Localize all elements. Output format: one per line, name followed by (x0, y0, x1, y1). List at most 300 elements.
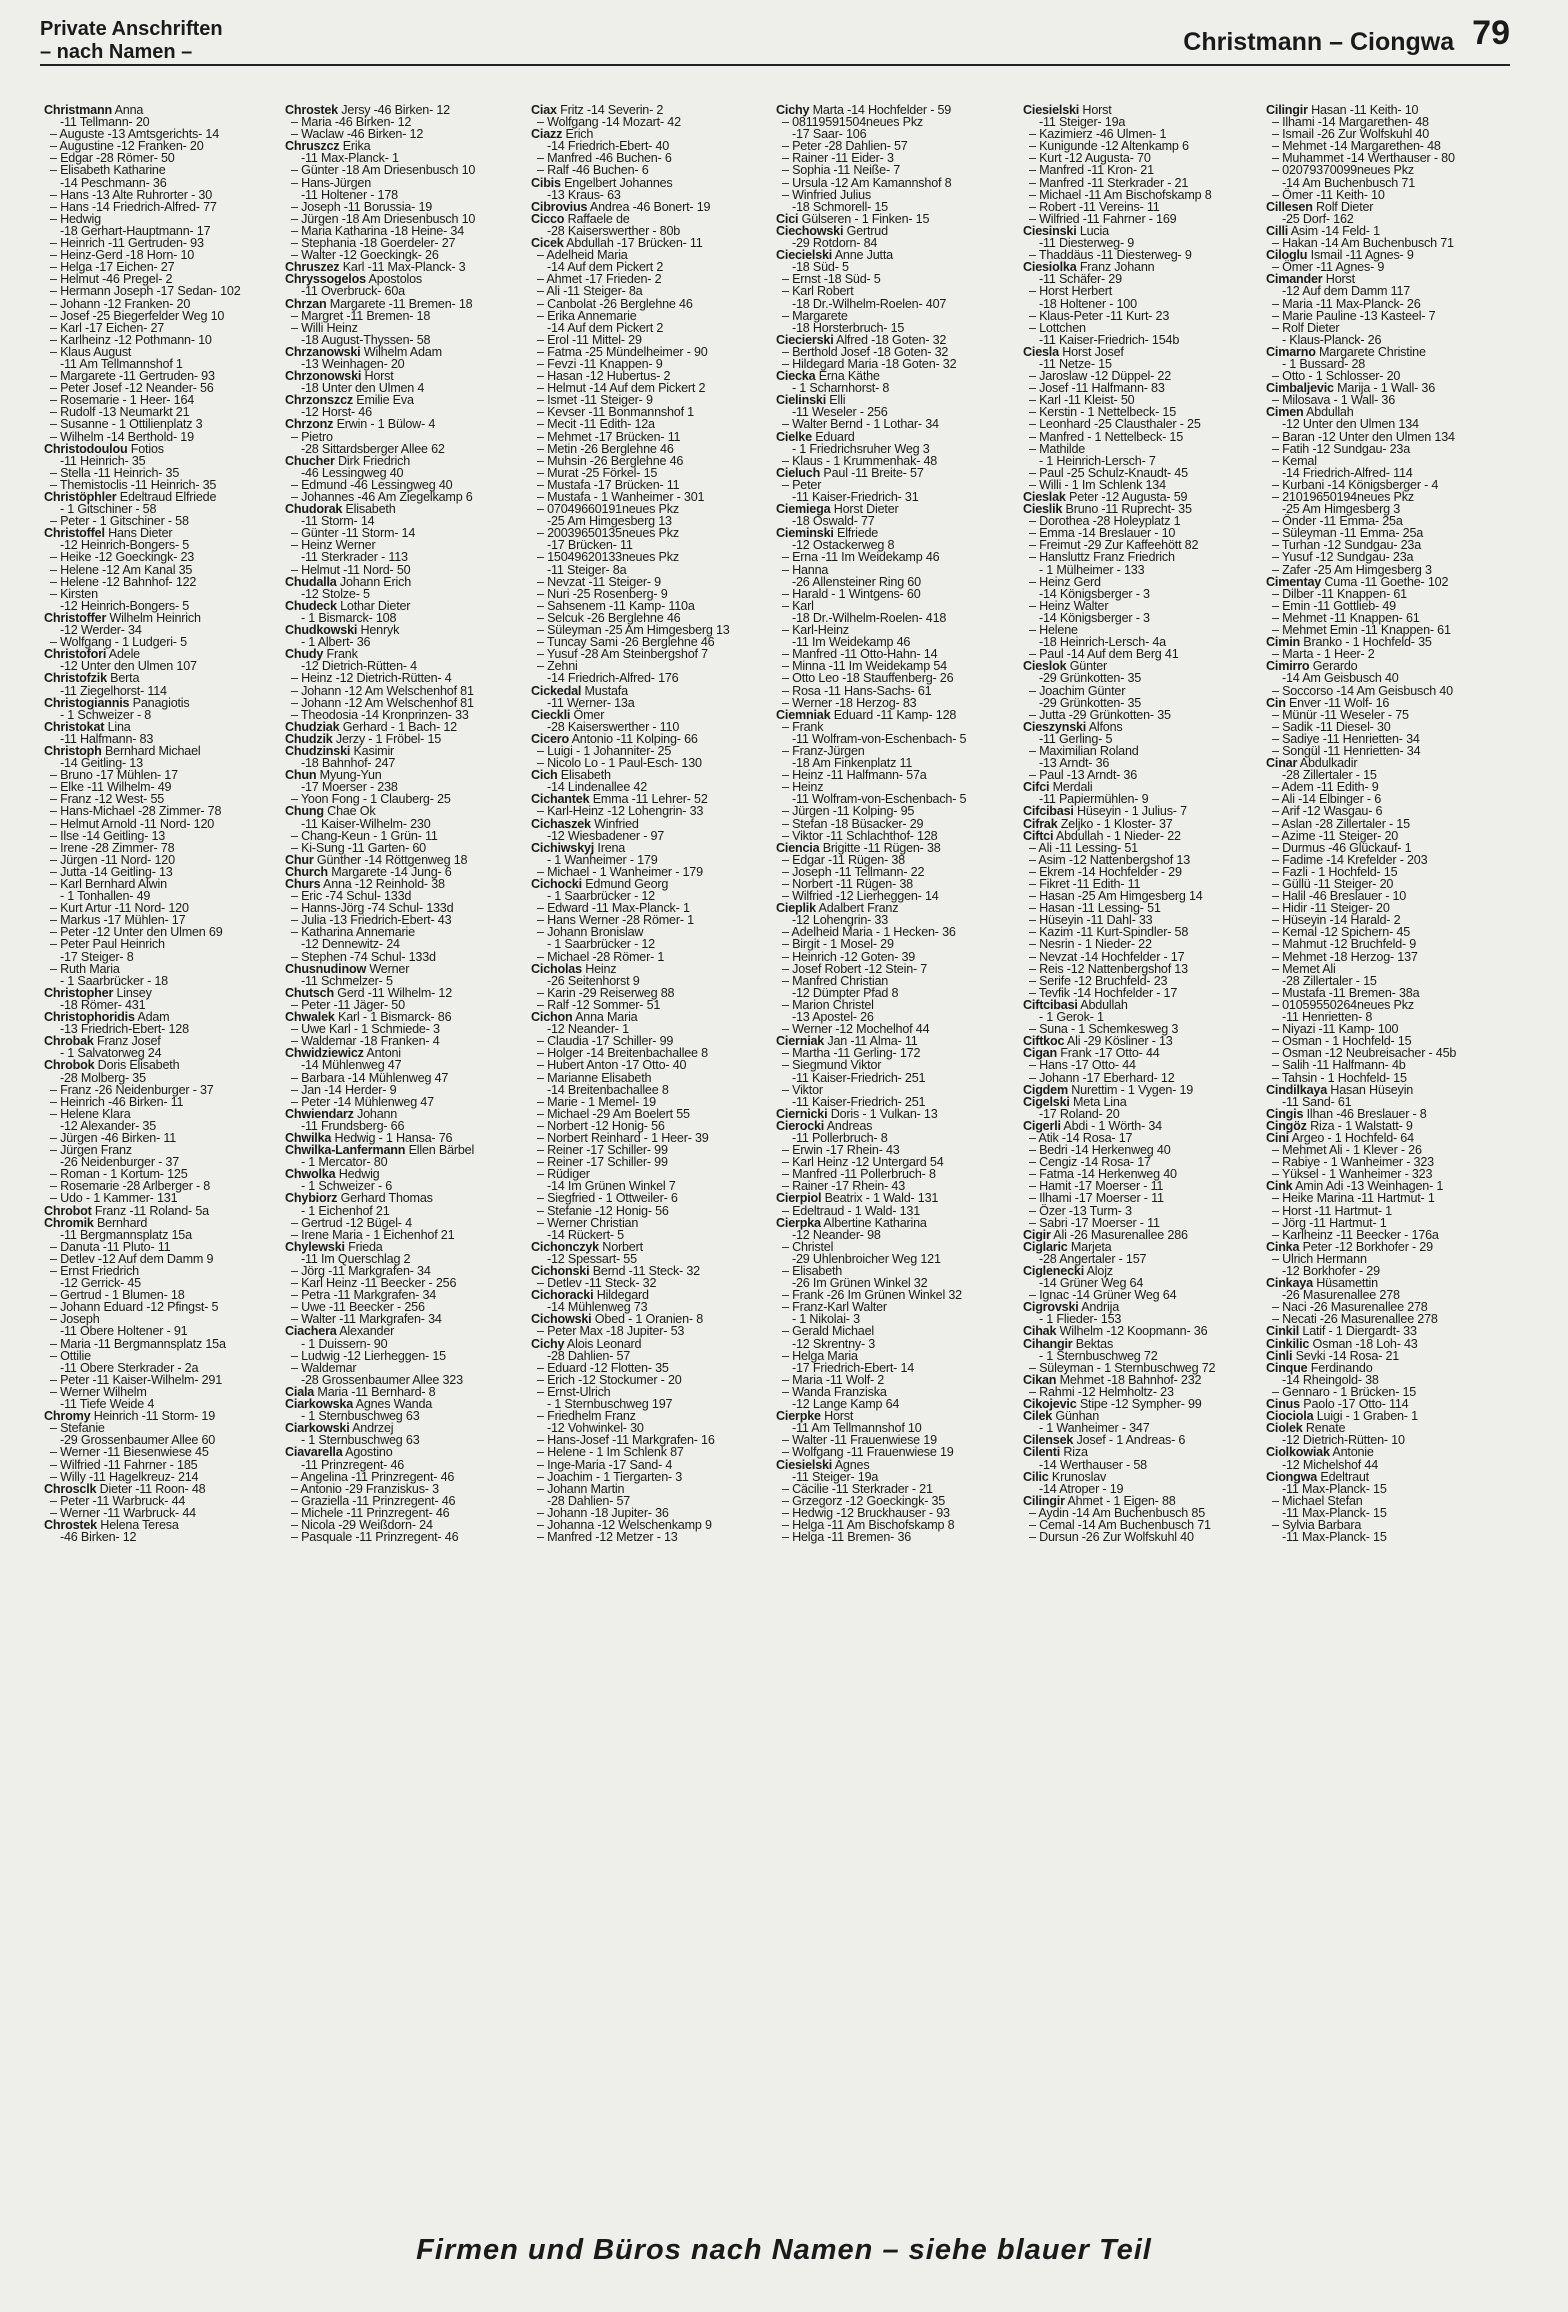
entry-text: – Ernst -18 Süd- 5 (782, 272, 881, 287)
entry-text: Alfons (1086, 719, 1123, 734)
entry-text: – Michael Stefan (1272, 1493, 1363, 1508)
entry-text: Lina (104, 719, 131, 734)
entry-text: – Ismail -26 Zur Wolfskuhl 40 (1272, 127, 1430, 142)
entry-surname: Chruszez (285, 260, 340, 275)
entry-text: – Aydin -14 Am Buchenbusch 85 (1029, 1505, 1206, 1520)
entry-surname: Cilensek (1023, 1433, 1074, 1448)
entry-text: – Helga Maria (782, 1348, 858, 1363)
entry-surname: Ciencia (776, 840, 820, 855)
entry-surname: Ciachera (285, 1324, 337, 1339)
entry-text: Andrija (1078, 1300, 1119, 1315)
entry-text: – Elisabeth Katharine (50, 163, 166, 178)
entry-text: -14 Auf dem Pickert 2 (547, 260, 664, 275)
entry-text: Peter -12 Augusta- 59 (1065, 490, 1188, 504)
entry-text: Helena Teresa (97, 1517, 179, 1532)
entry-text: Enver -11 Wolf- 16 (1285, 695, 1390, 710)
entry-text: – Theodosia -14 Kronprinzen- 33 (291, 707, 469, 722)
entry-surname: Cimander (1266, 272, 1323, 287)
entry-surname: Cinli (1266, 1348, 1293, 1363)
entry-text: Horst (1079, 104, 1112, 117)
entry-text: Chae Ok (323, 804, 376, 819)
entry-text: – Johann -12 Am Welschenhof 81 (291, 695, 474, 710)
entry-text: – Adem -11 Edith- 9 (1272, 780, 1379, 795)
entry-text: – Hamit -17 Moerser - 11 (1029, 1179, 1164, 1194)
entry-text: – Rabiye - 1 Wanheimer - 323 (1272, 1155, 1434, 1170)
entry-text: – Sabri -17 Moerser - 11 (1029, 1215, 1160, 1230)
entry-surname: Chylewski (285, 1239, 345, 1254)
entry-text: Emma -11 Lehrer- 52 (589, 792, 708, 807)
entry-text: -12 Lohengrin- 33 (792, 913, 889, 928)
entry-text: Franz Johann (1076, 260, 1155, 275)
entry-surname: Christogiannis (44, 695, 130, 710)
entry-text: – Ignac -14 Grüner Weg 64 (1029, 1288, 1177, 1303)
entry-text: -28 Sittardsberger Allee 62 (301, 441, 445, 456)
entry-text: – Kirsten (50, 586, 98, 601)
entry-text: – Rudolf -13 Neumarkt 21 (50, 405, 190, 420)
entry-text: – Selcuk -26 Berglehne 46 (537, 610, 681, 625)
entry-text: – Fadime -14 Krefelder - 203 (1272, 852, 1428, 867)
entry-text: – Werner Christian (537, 1215, 639, 1230)
entry-text: – Rainer -11 Eider- 3 (782, 151, 894, 166)
entry-text: – Heinz Werner (291, 538, 376, 553)
entry-text: Merdali (1049, 780, 1093, 795)
entry-surname: Ciazz (531, 127, 563, 142)
entry-text: -26 Seitenhorst 9 (547, 973, 640, 988)
entry-surname: Cilingir (1266, 104, 1308, 117)
entry-text: Erwin - 1 Bülow- 4 (333, 417, 436, 432)
entry-text: – Nuri -25 Rosenberg- 9 (537, 586, 668, 601)
entry-text: -14 Rückert- 5 (547, 1227, 624, 1242)
entry-surname: Cinque (1266, 1360, 1308, 1375)
entry-text: – Edgar -28 Römer- 50 (50, 151, 175, 166)
entry-text: -14 Friedrich-Alfred- 114 (1282, 465, 1413, 480)
entry-text: -11 Schmelzer- 5 (301, 973, 393, 988)
entry-surname: Cierocki (776, 1118, 825, 1133)
entry-text: Ahmet - 1 Eigen- 88 (1064, 1493, 1176, 1508)
entry-text: - 1 Sternbuschweg 197 (547, 1397, 673, 1412)
entry-text: Emilie Eva (352, 393, 414, 408)
entry-text: – Franz -12 West- 55 (50, 792, 165, 807)
entry-surname: Christöphler (44, 490, 117, 504)
entry-text: – Antonio -29 Franziskus- 3 (291, 1481, 439, 1496)
entry-text: – Angelina -11 Prinzregent- 46 (291, 1469, 455, 1484)
entry-surname: Cinka (1266, 1239, 1300, 1254)
entry-text: – Johann -18 Jupiter- 36 (537, 1505, 669, 1520)
entry-surname: Cichiwskyj (531, 840, 595, 855)
entry-surname: Ciolek (1266, 1421, 1303, 1436)
entry-text: – Robert -11 Vereins- 11 (1029, 199, 1160, 214)
entry-text: -14 Friedrich-Ebert- 40 (547, 139, 670, 154)
entry-text: – Irene -28 Zimmer- 78 (50, 840, 175, 855)
entry-surname: Cigir (1023, 1227, 1051, 1242)
entry-text: – Helmut -46 Pregel- 2 (50, 272, 173, 287)
entry-text: – Elisabeth (782, 1264, 843, 1278)
entry-text: Luigi - 1 Graben- 1 (1313, 1409, 1418, 1424)
entry-text: – Marion Christel (782, 997, 874, 1012)
entry-text: – Johann Bronislaw (537, 925, 644, 940)
entry-text: -14 Auf dem Pickert 2 (547, 320, 664, 335)
entry-text: Horst (1322, 272, 1355, 287)
entry-text: Panagiotis (129, 695, 190, 710)
entry-text: – Nesrin - 1 Nieder- 22 (1029, 937, 1152, 952)
entry-text: – Norbert -11 Rügen- 38 (782, 877, 913, 891)
entry-text: – Ilhami -14 Margarethen- 48 (1272, 115, 1429, 130)
entry-text: Peter -12 Borkhofer - 29 (1299, 1239, 1433, 1254)
entry-surname: Cieckli (531, 707, 571, 722)
entry-text: – Jürgen -11 Nord- 120 (50, 852, 175, 867)
entry-surname: Cin (1266, 695, 1286, 710)
entry-text: – Johann -17 Eberhard- 12 (1029, 1070, 1175, 1085)
entry-text: – Detlev -12 Auf dem Damm 9 (50, 1251, 214, 1266)
entry-text: – Heinz Walter (1029, 598, 1109, 613)
entry-text: Brigitte -11 Rügen- 38 (819, 840, 941, 855)
entry-text: – Bedri -14 Herkenweg 40 (1029, 1143, 1171, 1158)
entry-text: Cuma -11 Goethe- 102 (1321, 574, 1449, 589)
entry-text: -11 Kaiser-Wilhelm- 230 (301, 816, 431, 831)
entry-text: -11 Kaiser-Friedrich- 154b (1039, 332, 1180, 347)
entry-text: – Sadik -11 Diesel- 30 (1272, 719, 1391, 734)
footer-note: Firmen und Büros nach Namen – siehe blauer Teil (416, 2234, 1152, 2266)
entry-text: -13 Friedrich-Ebert- 128 (60, 1022, 189, 1037)
entry-text: -11 Weseler - 256 (792, 405, 888, 420)
entry-text: – Özer -13 Turm- 3 (1029, 1203, 1132, 1218)
entry-text: – Karlheinz -12 Pothmann- 10 (50, 332, 212, 347)
entry-text: -11 Overbruck- 60a (301, 284, 405, 299)
entry-text: -28 Kaiserswerther - 80b (547, 223, 681, 238)
entry-surname: Chryssogelos (285, 272, 366, 287)
entry-text: – 15049620133neues Pkz (537, 550, 679, 565)
entry-surname: Cieluch (776, 465, 821, 480)
entry-text: – Nevzat -14 Hochfelder - 17 (1029, 949, 1185, 964)
entry-text: -18 Holtener - 100 (1039, 296, 1137, 311)
entry-text: – Roman - 1 Kortum- 125 (50, 1167, 188, 1182)
entry-text: Ellen Bärbel (405, 1143, 475, 1158)
entry-text: -12 Auf dem Damm 117 (1282, 284, 1411, 299)
entry-text: – Zafer -25 Am Himgesberg 3 (1272, 562, 1432, 577)
entry-surname: Christoph (44, 743, 102, 758)
entry-text: – Johanna -12 Welschenkamp 9 (537, 1517, 712, 1532)
entry-text: -12 Dümpter Pfad 8 (792, 985, 899, 1000)
entry-text: - 1 Flieder- 153 (1039, 1312, 1122, 1327)
entry-text: - Klaus-Planck- 26 (1282, 332, 1382, 347)
entry-text: – Johann -12 Am Welschenhof 81 (291, 683, 474, 698)
section-title-line1: Private Anschriften (40, 18, 223, 40)
entry-text: – Jürgen Franz (50, 1143, 132, 1158)
entry-text: Hedwig - 1 Hansa- 76 (331, 1130, 453, 1145)
entry-text: Eduard (811, 429, 855, 444)
section-title (40, 18, 223, 64)
entry-text: -11 Am Tellmannshof 1 (60, 356, 183, 371)
entry-text: Myung-Yun (316, 768, 382, 783)
entry-text: -11 Wolfram-von-Eschenbach- 5 (792, 731, 967, 746)
entry-text: -18 Oswald- 77 (792, 514, 875, 529)
entry-surname: Cierpke (776, 1409, 821, 1424)
entry-text: Beatrix - 1 Wald- 131 (821, 1191, 939, 1206)
entry-text: – Werner -18 Herzog- 83 (782, 695, 917, 710)
entry-surname: Chucher (285, 453, 335, 468)
entry-surname: Chrobok (44, 1058, 95, 1073)
entry-text: - 1 Wanheimer - 179 (547, 852, 658, 867)
entry-text: – Suna - 1 Schemkesweg 3 (1029, 1022, 1179, 1037)
entry-text: – Klaus-Peter -11 Kurt- 23 (1029, 308, 1170, 323)
entry-surname: Cikan (1023, 1372, 1057, 1387)
entry-text: -12 Wiesbadener - 97 (547, 828, 665, 843)
entry-text: – Augustine -12 Franken- 20 (50, 139, 204, 154)
entry-surname: Chwilka (285, 1130, 332, 1145)
entry-text: – Karl Heinz -12 Untergard 54 (782, 1155, 944, 1170)
entry-text: – Emin -11 Gottlieb- 49 (1272, 598, 1396, 613)
entry-text: – Frank (782, 719, 824, 734)
directory-column-4 (776, 104, 1016, 2234)
entry-text: Rolf Dieter (1312, 199, 1374, 214)
entry-text: Wilhelm Adam (360, 344, 442, 359)
entry-text: Elisabeth (557, 768, 611, 783)
entry-text: Zeljko - 1 Kloster- 37 (1057, 816, 1173, 831)
entry-surname: Chusnudinow (285, 961, 367, 976)
entry-text: – Karlheinz -11 Beecker - 176a (1272, 1227, 1439, 1242)
entry-text: – Durmus -46 Glückauf- 1 (1272, 840, 1412, 855)
entry-surname: Ciesinski (1023, 223, 1077, 238)
entry-text: – Siegfried - 1 Ottweiler- 6 (537, 1191, 678, 1206)
entry-surname: Ciarkowski (285, 1421, 350, 1436)
directory-entry (44, 1531, 284, 1543)
entry-text: Meta Lina (1069, 1094, 1127, 1109)
entry-surname: Chwilka-Lanfermann (285, 1143, 406, 1158)
entry-surname: Cimen (1266, 405, 1304, 420)
entry-text: – 20039650135neues Pkz (537, 526, 679, 541)
entry-text: -12 Skrentny- 3 (792, 1336, 876, 1351)
entry-text: – Joseph (50, 1312, 100, 1327)
entry-surname: Cingöz (1266, 1118, 1307, 1133)
entry-text: -17 Saar- 106 (792, 127, 867, 142)
entry-text: – Julia -13 Friedrich-Ebert- 43 (291, 913, 452, 928)
entry-surname: Chrostek (285, 104, 338, 117)
entry-text: -28 Angertaler - 157 (1039, 1251, 1147, 1266)
entry-text: Stipe -12 Sympher- 99 (1076, 1397, 1202, 1412)
entry-surname: Cichonczyk (531, 1239, 599, 1254)
entry-surname: Ciociola (1266, 1409, 1314, 1424)
directory-column-6 (1266, 104, 1506, 2234)
entry-text: Osman -18 Loh- 43 (1309, 1336, 1418, 1351)
entry-text: Winfried (590, 816, 639, 831)
entry-text: - 1 Duissern- 90 (301, 1336, 388, 1351)
entry-text: – Yüksel - 1 Wanheimer - 323 (1272, 1167, 1433, 1182)
entry-text: Erna Käthe (815, 369, 880, 384)
entry-surname: Ciglenecki (1023, 1264, 1084, 1278)
entry-text: – 07049660191neues Pkz (537, 502, 679, 517)
entry-text: -29 Rotdorn- 84 (792, 236, 878, 251)
entry-text: Heinz (581, 961, 617, 976)
entry-text: -12 Vohwinkel- 30 (547, 1421, 644, 1436)
entry-text: – Memet Ali (1272, 961, 1336, 976)
section-title-line2: – nach Namen – (40, 41, 193, 63)
entry-text: Bektas (1072, 1336, 1114, 1351)
entry-text: – Bruno -17 Mühlen- 17 (50, 768, 178, 783)
entry-text: – Heinz -11 Halfmann- 57a (782, 768, 927, 783)
entry-text: Horst Josef (1058, 344, 1124, 359)
entry-surname: Cinkil (1266, 1324, 1300, 1339)
entry-surname: Ciarkowska (285, 1397, 354, 1412)
entry-text: – Helga -11 Am Bischofskamp 8 (782, 1517, 955, 1532)
entry-text: -28 Dahlien- 57 (547, 1348, 631, 1363)
entry-surname: Cindilkaya (1266, 1082, 1327, 1097)
entry-text: – Nevzat -11 Steiger- 9 (537, 574, 661, 589)
entry-text: – Johann -12 Franken- 20 (50, 296, 191, 311)
entry-text: -26 Neidenburger - 37 (60, 1155, 180, 1170)
entry-text: – Süleyman -11 Emma- 25a (1272, 526, 1424, 541)
entry-text: – Rüdiger (537, 1167, 590, 1182)
entry-text: Fritz -14 Severin- 2 (556, 104, 664, 117)
entry-surname: Cilek (1023, 1409, 1053, 1424)
entry-text: – Joseph -11 Borussia- 19 (291, 199, 433, 214)
entry-text: – Uwe Karl - 1 Schmiede- 3 (291, 1022, 440, 1037)
entry-surname: Christoffer (44, 610, 107, 625)
entry-text: -12 Ostackerweg 8 (792, 538, 895, 553)
entry-surname: Chromik (44, 1215, 94, 1230)
entry-text: -13 Kraus- 63 (547, 187, 621, 202)
entry-text: – Fevzi -11 Knappen- 9 (537, 356, 663, 371)
entry-text: Riza - 1 Walstatt- 9 (1306, 1118, 1413, 1133)
entry-surname: Ciala (285, 1384, 315, 1399)
entry-text: – Paul -13 Arndt- 36 (1029, 768, 1138, 783)
entry-text: Lucia (1076, 223, 1109, 238)
entry-text: – Markus -17 Mühlen- 17 (50, 913, 186, 928)
entry-text: - 1 Bussard- 28 (1282, 356, 1366, 371)
entry-text: – Maria -11 Max-Planck- 26 (1272, 296, 1421, 311)
entry-surname: Ciavarella (285, 1445, 343, 1460)
entry-text: – Otto - 1 Schlosser- 20 (1272, 369, 1401, 384)
entry-surname: Cichocki (531, 877, 582, 891)
entry-text: -26 Allensteiner Ring 60 (792, 574, 921, 589)
entry-text: Alois Leonard (564, 1336, 642, 1351)
entry-text: – Manfred -11 Sterkrader - 21 (1029, 175, 1189, 190)
entry-surname: Ciesiolka (1023, 260, 1077, 275)
entry-text: -18 Heinrich-Lersch- 4a (1039, 635, 1166, 650)
entry-text: -18 Dr.-Wilhelm-Roelen- 407 (792, 296, 947, 311)
entry-text: -25 Am Himgesberg 13 (547, 514, 672, 529)
entry-text: – Karl Bernhard Alwin (50, 877, 167, 891)
directory-entry (776, 1531, 1016, 1543)
entry-text: Margarete Christine (1315, 344, 1426, 359)
page-header (40, 14, 1510, 66)
entry-text: – Ismet -11 Steiger- 9 (537, 393, 653, 408)
entry-surname: Cikojevic (1023, 1397, 1077, 1412)
entry-text: – Wilfried -11 Fahrner - 169 (1029, 211, 1177, 226)
entry-text: Mehmet -18 Bahnhof- 232 (1056, 1372, 1202, 1387)
entry-text: – Horst -11 Hartmut- 1 (1272, 1203, 1392, 1218)
entry-text: -14 Königsberger - 3 (1039, 586, 1150, 601)
entry-text: – Stella -11 Heinrich- 35 (50, 465, 180, 480)
directory-entry (531, 1531, 771, 1543)
entry-text: Nurettim - 1 Vygen- 19 (1067, 1082, 1194, 1097)
directory-column-3 (531, 104, 771, 2234)
entry-text: – Hakan -14 Am Buchenbusch 71 (1272, 236, 1454, 251)
entry-surname: Cicek (531, 236, 564, 251)
entry-text: – Wilhelm -14 Berthold- 19 (50, 429, 194, 444)
entry-surname: Cielinski (776, 393, 826, 408)
entry-text: – Waldemar (291, 1360, 357, 1375)
entry-text: – Paul -14 Auf dem Berg 41 (1029, 647, 1179, 662)
entry-text: - 1 Friedrichsruher Weg 3 (792, 441, 930, 456)
entry-text: Berta (106, 671, 140, 686)
entry-text: – Heinz-Gerd -18 Horn- 10 (50, 248, 195, 263)
entry-surname: Ciolkowiak (1266, 1445, 1330, 1460)
entry-surname: Ciemiega (776, 502, 831, 517)
entry-text: -14 Geitling- 13 (60, 756, 143, 771)
entry-text: – Karl Robert (782, 284, 854, 299)
entry-text: – Hans -17 Otto- 44 (1029, 1058, 1136, 1073)
entry-text: -26 Im Grünen Winkel 32 (792, 1276, 928, 1291)
entry-text: – Franz-Jürgen (782, 743, 865, 758)
entry-text: – Gertrud - 1 Blumen- 18 (50, 1288, 185, 1303)
entry-text: -12 Unter den Ulmen 134 (1282, 417, 1419, 432)
entry-text: – Marta - 1 Heer- 2 (1272, 647, 1375, 662)
entry-text: Doris Elisabeth (94, 1058, 180, 1073)
entry-surname: Ciecierski (776, 332, 834, 347)
entry-text: – 01059550264neues Pkz (1272, 997, 1414, 1012)
entry-text: – Barbara -14 Mühlenweg 47 (291, 1070, 449, 1085)
entry-text: – Mehmet Emin -11 Knappen- 61 (1272, 623, 1451, 638)
entry-text: - 1 Schweizer - 6 (301, 1179, 393, 1194)
entry-text: – Jutta -14 Geitling- 13 (50, 864, 173, 879)
entry-text: -46 Lessingweg 40 (301, 465, 404, 480)
entry-text: Agnes Wanda (353, 1397, 433, 1412)
entry-text: – Ali -11 Lessing- 51 (1029, 840, 1138, 855)
entry-surname: Cich (531, 768, 558, 783)
entry-text: – Themistoclis -11 Heinrich- 35 (50, 477, 217, 492)
entry-surname: Church (285, 864, 328, 879)
entry-text: – Willi - 1 Im Schlenk 134 (1029, 477, 1166, 492)
entry-text: – Ralf -12 Sommer- 51 (537, 997, 661, 1012)
entry-surname: Cigdem (1023, 1082, 1068, 1097)
entry-text: – Önder -11 Emma- 25a (1272, 514, 1403, 529)
entry-text: – Manfred -12 Metzer - 13 (537, 1530, 678, 1545)
entry-surname: Chung (285, 804, 324, 819)
entry-text: – Wilfried -12 Lierheggen- 14 (782, 889, 939, 904)
entry-text: – Uwe -11 Beecker - 256 (291, 1300, 425, 1315)
entry-text: – Edeltraud - 1 Wald- 131 (782, 1203, 921, 1218)
entry-text: -11 Schäfer- 29 (1039, 272, 1122, 287)
entry-text: – Ömer -11 Agnes- 9 (1272, 260, 1385, 275)
entry-text: - 1 Heinrich-Lersch- 7 (1039, 453, 1156, 468)
entry-text: – Tuncay Sami -26 Berglehne 46 (537, 635, 715, 650)
entry-text: - 1 Schweizer - 8 (60, 707, 152, 722)
entry-text: – Joachim Günter (1029, 683, 1126, 698)
entry-text: – Helene Klara (50, 1106, 131, 1121)
entry-surname: Cigelski (1023, 1094, 1070, 1109)
entry-text: – Stefanie (50, 1421, 105, 1436)
entry-text: – Manfred -11 Otto-Hahn- 14 (782, 647, 938, 662)
entry-text: – Rosemarie -28 Arlberger - 8 (50, 1179, 211, 1194)
entry-text: Karl -11 Max-Planck- 3 (339, 260, 466, 275)
entry-text: – Werner -11 Biesenwiese 45 (50, 1445, 209, 1460)
entry-surname: Cimin (1266, 635, 1300, 650)
entry-text: -11 Pollerbruch- 8 (792, 1130, 888, 1145)
entry-text: – Eric -74 Schul- 133d (291, 889, 412, 904)
entry-text: -12 Horst- 46 (301, 405, 372, 420)
entry-surname: Chwolka (285, 1167, 336, 1182)
entry-text: Heinrich -11 Storm- 19 (90, 1409, 216, 1424)
entry-text: -14 Lindenallee 42 (547, 780, 648, 795)
entry-text: – Ali -14 Elbinger - 6 (1272, 792, 1382, 807)
entry-text: Gerardo (1309, 659, 1358, 674)
entry-text: – Heike Marina -11 Hartmut- 1 (1272, 1191, 1435, 1206)
entry-text: - 1 Wanheimer - 347 (1039, 1421, 1150, 1436)
entry-text: – Ahmet -17 Frieden- 2 (537, 272, 662, 287)
entry-text: – Reiner -17 Schiller- 99 (537, 1143, 668, 1158)
entry-surname: Cink (1266, 1179, 1293, 1194)
entry-text: – Helene -12 Bahnhof- 122 (50, 574, 197, 589)
